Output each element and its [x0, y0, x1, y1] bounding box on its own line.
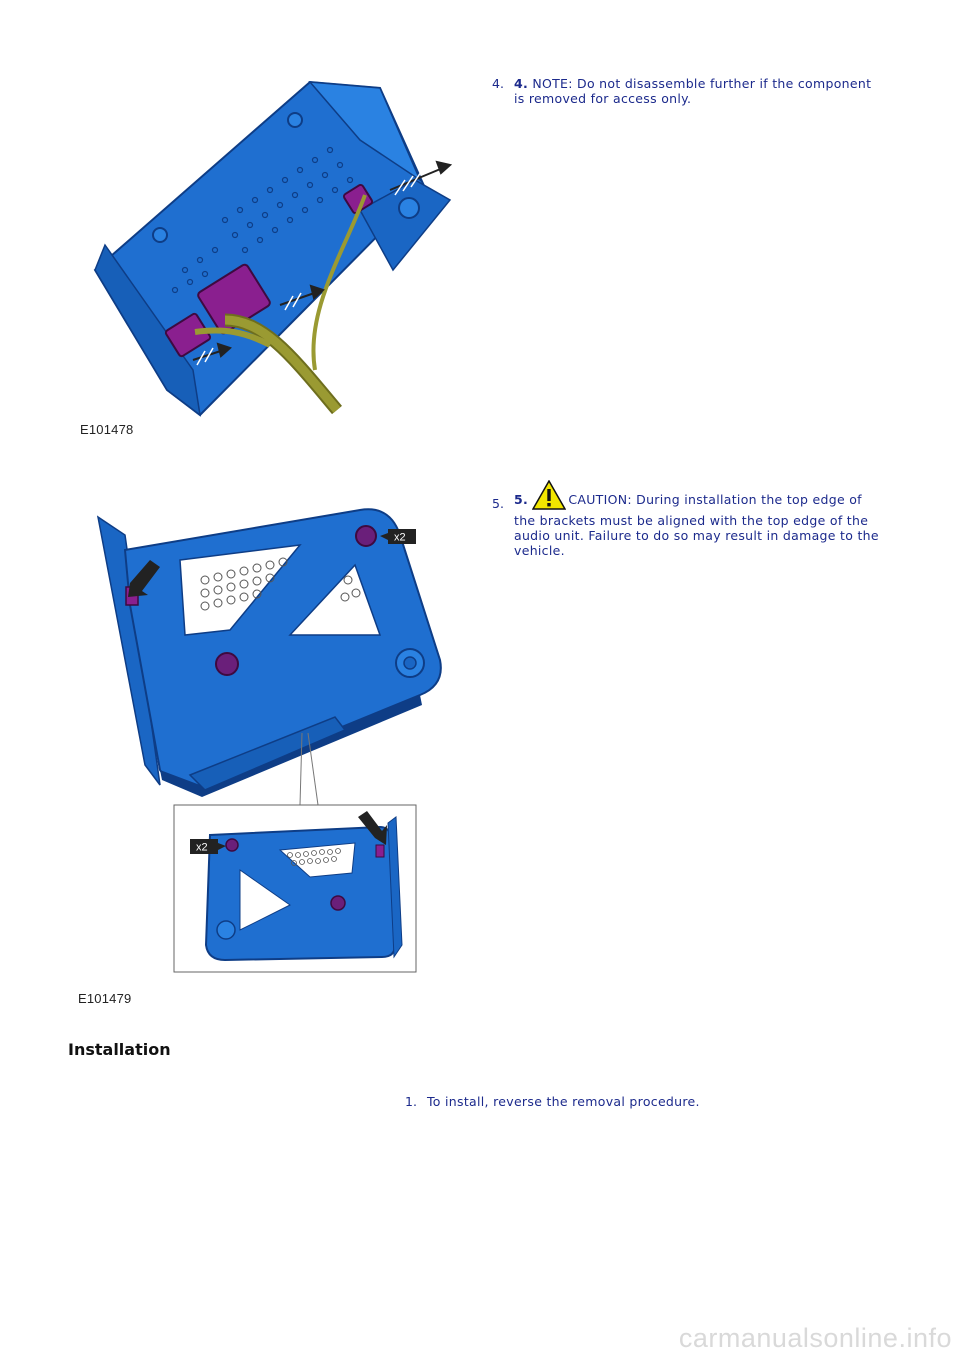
figure-label: E101479 — [78, 991, 132, 1006]
step-number: 5. — [492, 496, 504, 511]
figure-audio-unit-connectors — [75, 70, 465, 420]
figure-bracket-alignment — [90, 505, 450, 985]
step-text: NOTE: Do not disassemble further if the component is removed for access only. — [514, 76, 872, 106]
audio-unit-connectors-illustration — [75, 70, 465, 420]
step-bold-number: 4. — [514, 76, 529, 91]
callout-x2: x2 — [394, 531, 406, 544]
step-text: CAUTION: During installation the top edge of the brackets must be aligned with the top edge of the audio unit. Failure to do so may result in damage to the vehicle. — [514, 492, 879, 558]
bracket-alignment-illustration — [90, 505, 450, 985]
warning-triangle-icon — [532, 480, 566, 513]
step-number: 1. — [405, 1094, 417, 1109]
step-4-note — [514, 76, 884, 106]
step-bold-number: 5. — [514, 492, 529, 507]
figure-label: E101478 — [80, 422, 134, 437]
watermark: carmanualsonline.info — [678, 1323, 952, 1353]
step-5-caution — [514, 480, 884, 558]
install-step-1: To install, reverse the removal procedure. — [427, 1094, 700, 1109]
step-number: 4. — [492, 76, 504, 91]
section-heading: Installation — [68, 1040, 171, 1059]
callout-x2-detail: x2 — [196, 841, 208, 854]
